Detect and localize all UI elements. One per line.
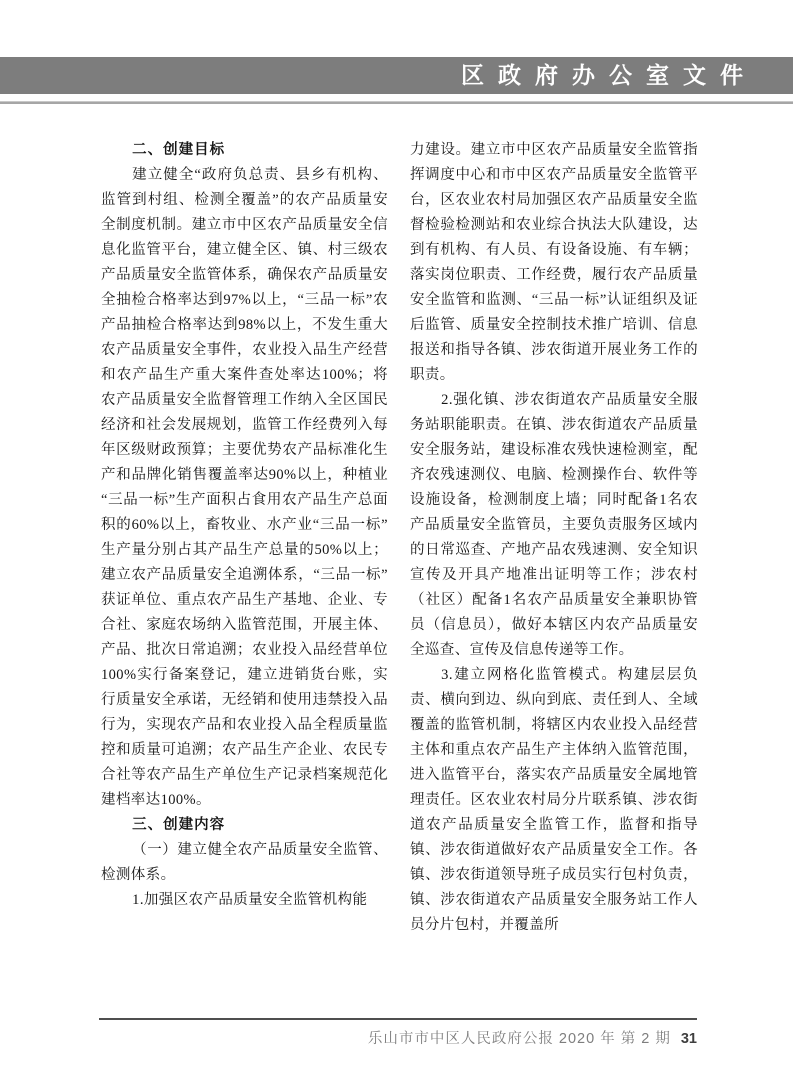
paragraph-goals: 建立健全“政府负总责、县乡有机构、监管到村组、检测全覆盖”的农产品质量安全制度机制。建立市中区农产品质量安全信息化监管平台，建立健全区、镇、村三级农产品质量安全监管体系，确保农产品质量安全抽检合格率达到97%以上，“三品一标”农产品抽检合格率达到98%以上，不发生重大农产品质量安全事件，农业投入品生产经营和农产品生产重大案件查处率达100%；将农产品质量安全监督管理工作纳入全区国民经济和社会发展规划，监管工作经费列入每年区级财政预算；主要优势农产品标准化生产和品牌化销售覆盖率达90%以上，种植业“三品一标”生产面积占食用农产品生产总面积的60%以上，畜牧业、水产业“三品一标”生产量分别占其产品生产总量的50%以上；建立农产品质量安全追溯体系，“三品一标”获证单位、重点农产品生产基地、企业、专合社、家庭农场纳入监管范围，开展主体、产品、批次日常追溯；农业投入品经营单位100%实行备案登记，建立进销货台账，实行质量安全承诺，无经销和使用违禁投入品行为，实现农产品和农业投入品全程质量监控和质量可追溯；农产品生产企业、农民专合社等农产品生产单位生产记录档案规范化建档率达100%。 (101, 167, 388, 808)
subsection-heading-system: （一）建立健全农产品质量安全监管、检测体系。 (101, 842, 388, 883)
paragraph-item1-continued: 力建设。建立市中区农产品质量安全监管指挥调度中心和市中区农产品质量安全监管平台，区农业农村局加强区农产品质量安全监督检验检测站和农业综合执法大队建设，达到有机构、有人员、有设备设施、有车辆；落实岗位职责、工作经费，履行农产品质量安全监管和监测、“三品一标”认证组织及证后监管、质量安全控制技术推广培训、信息报送和指导各镇、涉农街道开展业务工作的职责。 (410, 142, 698, 383)
column-left (101, 138, 388, 913)
paragraph-item3: 3.建立网格化监管模式。构建层层负责、横向到边、纵向到底、责任到人、全域覆盖的监管机制，将辖区内农业投入品经营主体和重点农产品生产主体纳入监管范围，进入监管平台，落实农产品质量安全属地管理责任。区农业农村局分片联系镇、涉农街道农产品质量安全监管工作，监督和指导镇、涉农街道做好农产品质量安全工作。各镇、涉农街道领导班子成员实行包村负责，镇、涉农街道农产品质量安全服务站工作人员分片包村，并覆盖所 (410, 667, 698, 933)
section-heading-goals: 二、创建目标 (132, 142, 226, 158)
footer-publication-text: 乐山市市中区人民政府公报 2020 年 第 2 期 (367, 1031, 671, 1047)
paragraph-item1-start: 1.加强区农产品质量安全监管机构能 (132, 892, 368, 908)
section-heading-content: 三、创建内容 (132, 817, 226, 833)
paragraph-item2: 2.强化镇、涉农街道农产品质量安全服务站职能职责。在镇、涉农街道农产品质量安全服务站，建设标准农残快速检测室，配齐农残速测仪、电脑、检测操作台、软件等设施设备，检测制度上墙；同时配备1名农产品质量安全监管员，主要负责服务区域内的日常巡查、产地产品农残速测、安全知识宣传及开具产地准出证明等工作；涉农村（社区）配备1名农产品质量安全兼职协管员（信息员），做好本辖区内农产品质量安全巡查、宣传及信息传递等工作。 (410, 392, 698, 658)
header-bar (0, 57, 793, 94)
header-title: 区政府办公室文件 (461, 62, 757, 88)
footer (99, 1018, 697, 1048)
footer-page-number: 31 (680, 1031, 697, 1047)
column-right (410, 138, 698, 938)
header-rule (0, 101, 793, 104)
